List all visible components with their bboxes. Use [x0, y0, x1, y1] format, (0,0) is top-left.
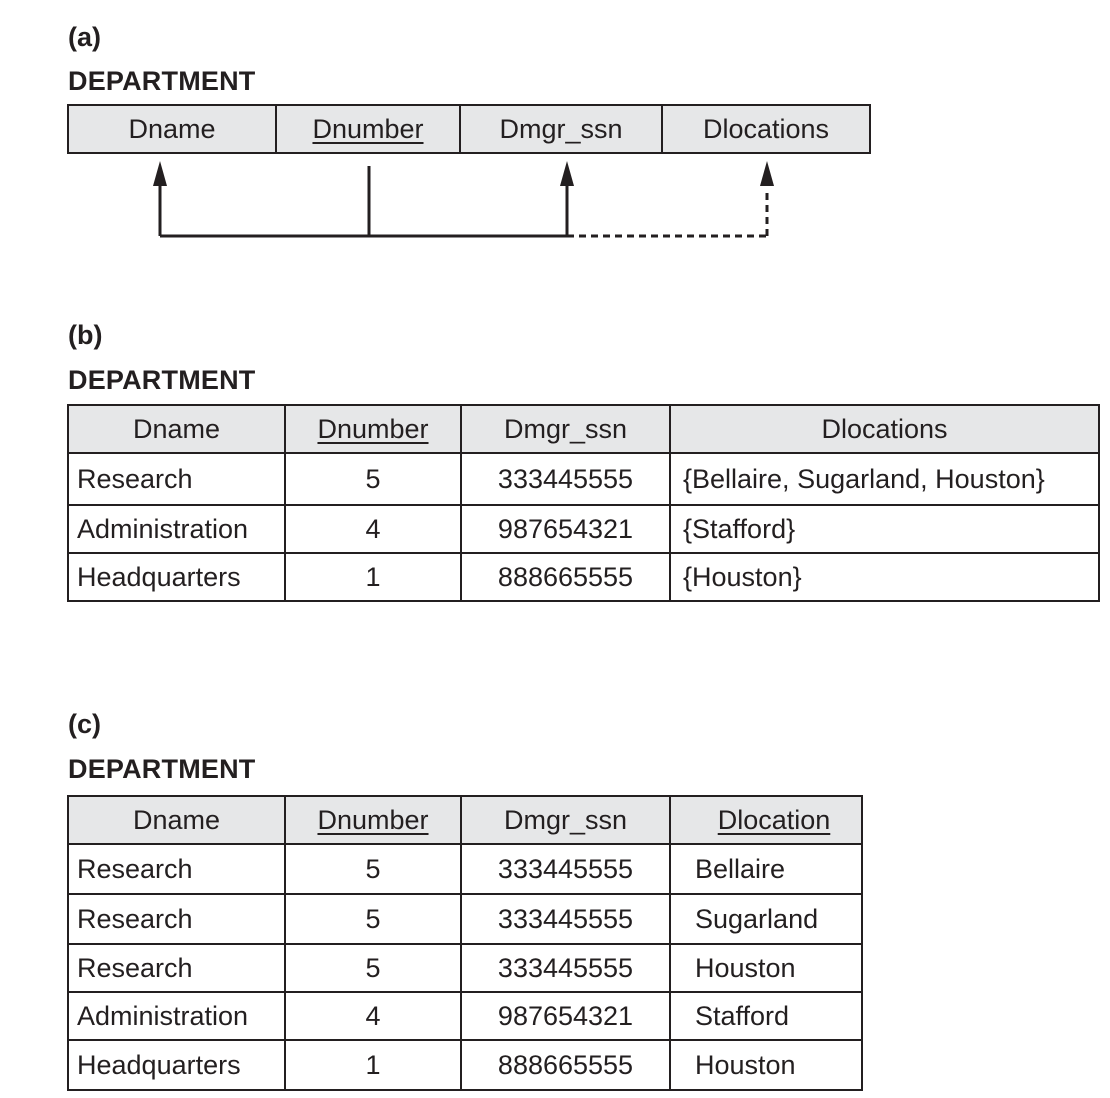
part-b-relation-name: DEPARTMENT [68, 365, 256, 395]
cell-dmgr-ssn: 333445555 [461, 894, 670, 944]
part-c-table [67, 795, 863, 1091]
cell-dmgr-ssn: 888665555 [461, 1040, 670, 1090]
part-c-col-dmgr-ssn: Dmgr_ssn [461, 796, 670, 844]
table-row [68, 844, 862, 894]
table-row [68, 453, 1099, 505]
cell-dlocation: Stafford [670, 992, 862, 1040]
cell-dname: Headquarters [68, 1040, 285, 1090]
table-row [68, 553, 1099, 601]
cell-dnumber: 1 [285, 1040, 461, 1090]
cell-dlocations: {Houston} [670, 553, 1099, 601]
cell-dnumber: 5 [285, 894, 461, 944]
part-b-col-dname: Dname [68, 405, 285, 453]
part-c-col-dname: Dname [68, 796, 285, 844]
cell-dnumber: 4 [285, 992, 461, 1040]
table-row [68, 894, 862, 944]
cell-dlocations: {Bellaire, Sugarland, Houston} [670, 453, 1099, 505]
arrowhead-dmgr-ssn-icon [560, 161, 574, 186]
arrowhead-dname-icon [153, 161, 167, 186]
cell-dnumber: 5 [285, 453, 461, 505]
part-c-label: (c) [68, 709, 101, 739]
cell-dmgr-ssn: 888665555 [461, 553, 670, 601]
part-c-col-dnumber: Dnumber [285, 796, 461, 844]
part-b-col-dlocations: Dlocations [670, 405, 1099, 453]
cell-dname: Research [68, 944, 285, 992]
cell-dname: Research [68, 894, 285, 944]
part-b-col-dmgr-ssn: Dmgr_ssn [461, 405, 670, 453]
part-b-label: (b) [68, 320, 103, 350]
cell-dname: Research [68, 453, 285, 505]
part-c-col-dlocation: Dlocation [670, 796, 862, 844]
part-a-col-dlocations: Dlocations [662, 105, 870, 153]
cell-dname: Administration [68, 505, 285, 553]
table-row [68, 505, 1099, 553]
cell-dlocation: Bellaire [670, 844, 862, 894]
cell-dlocation: Sugarland [670, 894, 862, 944]
cell-dname: Research [68, 844, 285, 894]
cell-dmgr-ssn: 333445555 [461, 944, 670, 992]
cell-dlocation: Houston [670, 1040, 862, 1090]
part-a-col-dname: Dname [68, 105, 276, 153]
cell-dname: Headquarters [68, 553, 285, 601]
cell-dnumber: 5 [285, 944, 461, 992]
arrowhead-dlocations-icon [760, 161, 774, 186]
part-a-label: (a) [68, 22, 101, 52]
part-b-table [67, 404, 1100, 602]
cell-dlocations: {Stafford} [670, 505, 1099, 553]
cell-dnumber: 1 [285, 553, 461, 601]
table-row [68, 944, 862, 992]
cell-dmgr-ssn: 333445555 [461, 453, 670, 505]
part-b-col-dnumber: Dnumber [285, 405, 461, 453]
cell-dname: Administration [68, 992, 285, 1040]
cell-dmgr-ssn: 987654321 [461, 505, 670, 553]
table-row [68, 992, 862, 1040]
part-a-col-dnumber: Dnumber [276, 105, 460, 153]
part-c-relation-name: DEPARTMENT [68, 754, 256, 784]
table-row [68, 1040, 862, 1090]
part-a-relation-name: DEPARTMENT [68, 66, 256, 96]
dependency-arrows [0, 0, 1110, 300]
cell-dnumber: 4 [285, 505, 461, 553]
cell-dmgr-ssn: 987654321 [461, 992, 670, 1040]
part-a-col-dmgr-ssn: Dmgr_ssn [460, 105, 662, 153]
cell-dmgr-ssn: 333445555 [461, 844, 670, 894]
cell-dnumber: 5 [285, 844, 461, 894]
cell-dlocation: Houston [670, 944, 862, 992]
